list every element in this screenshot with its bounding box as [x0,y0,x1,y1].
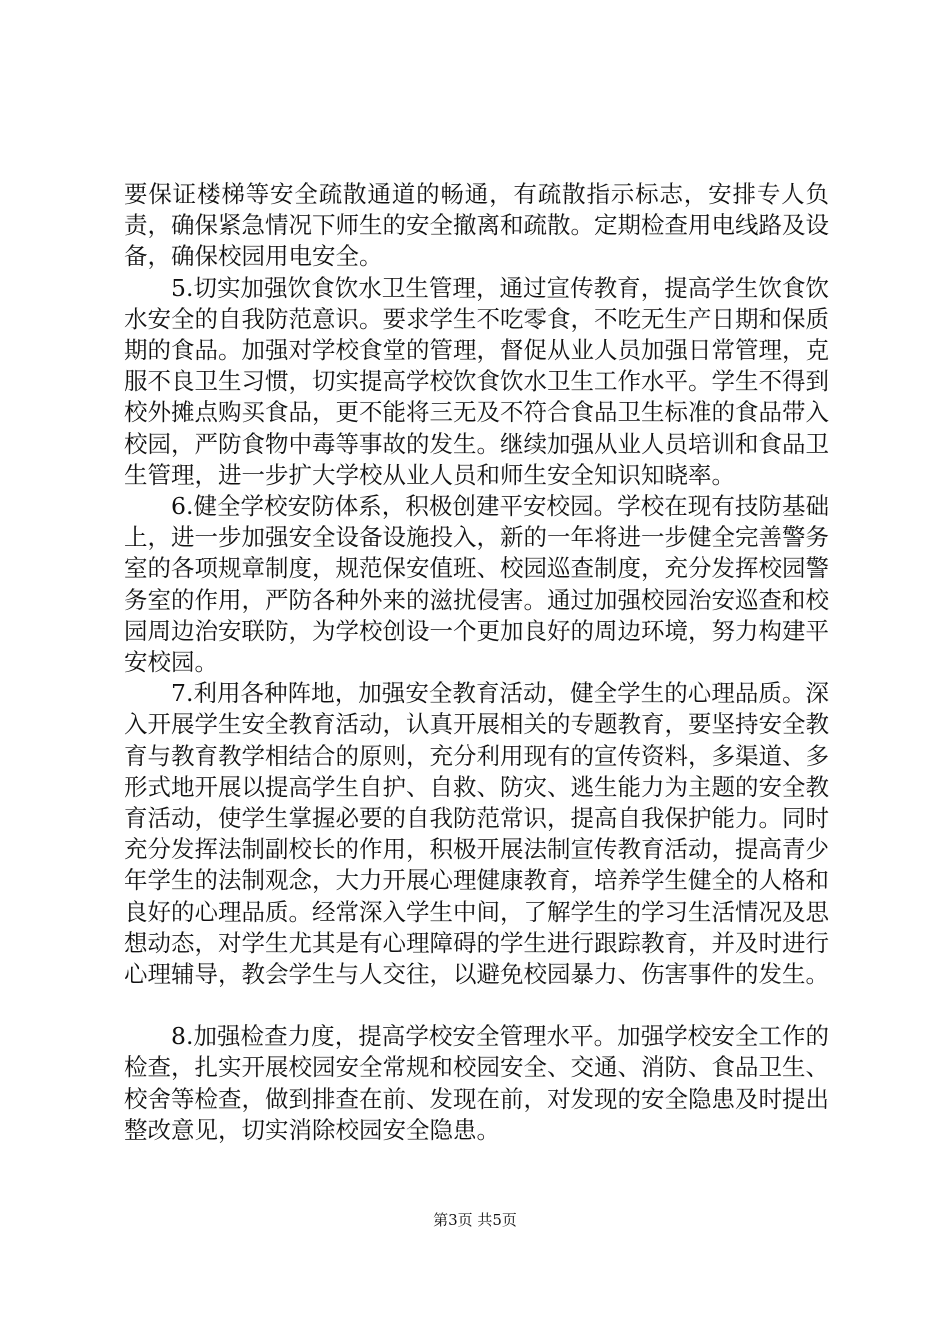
paragraph-item-6: 6.健全学校安防体系，积极创建平安校园。学校在现有技防基础上，进一步加强安全设备设施投入，新的一年将进一步健全完善警务室的各项规章制度，规范保安值班、校园巡查制度，充分发挥校园警务室的作用，严防各种外来的滋扰侵害。通过加强校园治安巡查和校园周边治安联防，为学校创设一个更加良好的周边环境，努力构建平安校园。 [124,492,829,677]
page-number-footer: 第3页 共5页 [433,1211,517,1229]
paragraph-continuation: 要保证楼梯等安全疏散通道的畅通，有疏散指示标志，安排专人负责，确保紧急情况下师生的安全撤离和疏散。定期检查用电线路及设备，确保校园用电安全。 [124,180,829,271]
paragraph-item-8: 8.加强检查力度，提高学校安全管理水平。加强学校安全工作的检查，扎实开展校园安全常规和校园安全、交通、消防、食品卫生、校舍等检查，做到排查在前、发现在前，对发现的安全隐患及时提出整改意见，切实消除校园安全隐患。 [124,1022,829,1144]
paragraph-item-5: 5.切实加强饮食饮水卫生管理，通过宣传教育，提高学生饮食饮水安全的自我防范意识。要求学生不吃零食，不吃无生产日期和保质期的食品。加强对学校食堂的管理，督促从业人员加强日常管理，克服不良卫生习惯，切实提高学校饮食饮水卫生工作水平。学生不得到校外摊点购买食品，更不能将三无及不符合食品卫生标准的食品带入校园，严防食物中毒等事故的发生。继续加强从业人员培训和食品卫生管理，进一步扩大学校从业人员和师生安全知识知晓率。 [124,273,829,489]
document-body [124,179,829,1146]
paragraph-item-7: 7.利用各种阵地，加强安全教育活动，健全学生的心理品质。深入开展学生安全教育活动，认真开展相关的专题教育，要坚持安全教育与教育教学相结合的原则，充分利用现有的宣传资料，多渠道、多形式地开展以提高学生自护、自救、防灾、逃生能力为主题的安全教育活动，使学生掌握必要的自我防范常识，提高自我保护能力。同时充分发挥法制副校长的作用，积极开展法制宣传教育活动，提高青少年学生的法制观念，大力开展心理健康教育，培养学生健全的人格和良好的心理品质。经常深入学生中间，了解学生的学习生活情况及思想动态，对学生尤其是有心理障碍的学生进行跟踪教育，并及时进行心理辅导，教会学生与人交往，以避免校园暴力、伤害事件的发生。 [124,679,829,989]
